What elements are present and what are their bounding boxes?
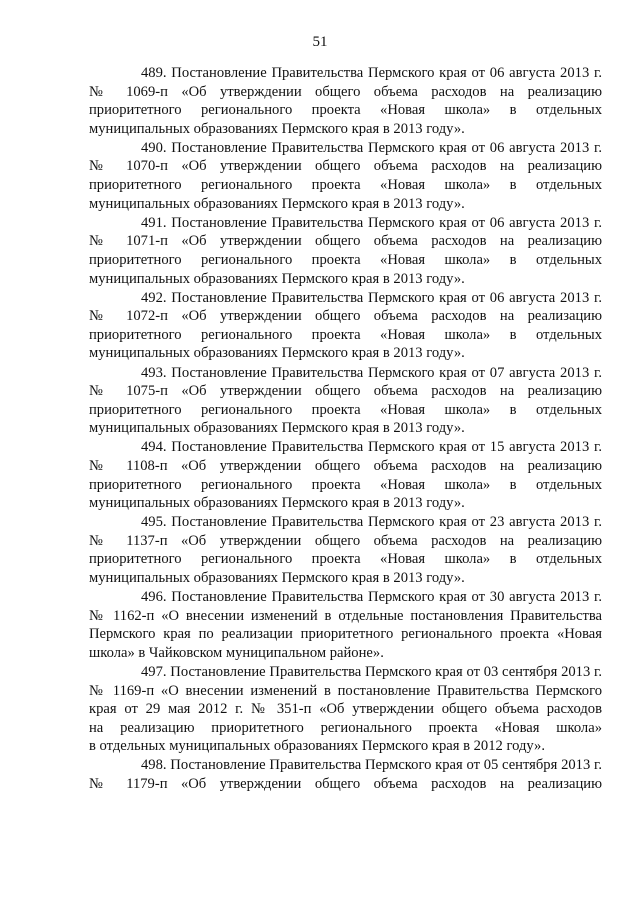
entry-line: 497. Постановление Правительства Пермского края от 03 сентября 2013 г.: [141, 664, 602, 680]
entry-line: 489. Постановление Правительства Пермского края от 06 августа 2013 г.: [141, 65, 602, 81]
entry-line: № 1179-п «Об утверждении общего объема расходов на реализацию: [89, 776, 602, 793]
entry-line: приоритетного регионального проекта «Новая школа» в отдельных: [89, 326, 602, 343]
list-item-497: [89, 663, 602, 756]
list-item-493: [89, 364, 602, 438]
entry-line: 491. Постановление Правительства Пермского края от 06 августа 2013 г.: [141, 214, 602, 231]
entry-line: муниципальных образованиях Пермского края в 2013 году».: [89, 495, 465, 512]
entry-line: Пермского края по реализации приоритетного регионального проекта «Новая: [89, 626, 602, 643]
entry-line: школа» в Чайковском муниципальном районе».: [89, 644, 384, 661]
entry-line: муниципальных образованиях Пермского края в 2013 году».: [89, 270, 465, 287]
entry-line: приоритетного регионального проекта «Новая школа» в отдельных: [89, 177, 602, 194]
entry-line: 494. Постановление Правительства Пермского края от 15 августа 2013 г.: [141, 439, 602, 456]
entry-line: муниципальных образованиях Пермского края в 2013 году».: [89, 420, 465, 437]
entry-line: № 1162-п «О внесении изменений в отдельные постановления Правительства: [89, 607, 602, 624]
entry-line: приоритетного регионального проекта «Новая школа» в отдельных: [89, 401, 602, 418]
entry-line: 498. Постановление Правительства Пермского края от 05 сентября 2013 г.: [141, 757, 602, 774]
entry-line: муниципальных образованиях Пермского края в 2013 году».: [89, 120, 465, 137]
entry-line: приоритетного регионального проекта «Новая школа» в отдельных: [89, 251, 602, 268]
list-item-498: [89, 756, 602, 793]
entry-line: 496. Постановление Правительства Пермского края от 30 августа 2013 г.: [141, 589, 602, 606]
list-item-495: [89, 513, 602, 587]
entry-line: 493. Постановление Правительства Пермского края от 07 августа 2013 г.: [141, 364, 602, 381]
entry-line: в отдельных муниципальных образованиях Пермского края в 2012 году».: [89, 738, 545, 755]
entry-line: № 1072-п «Об утверждении общего объема расходов на реализацию: [89, 308, 602, 325]
entry-line: муниципальных образованиях Пермского края в 2013 году».: [89, 570, 465, 587]
entry-line: № 1071-п «Об утверждении общего объема расходов на реализацию: [89, 233, 602, 250]
list-item-494: [89, 438, 602, 512]
entry-line: на реализацию приоритетного регионального проекта «Новая школа»: [89, 719, 602, 736]
entry-line: № 1169-п «О внесении изменений в постановление Правительства Пермского: [89, 682, 602, 699]
entry-line: приоритетного регионального проекта «Новая школа» в отдельных: [89, 476, 602, 493]
entry-line: 495. Постановление Правительства Пермского края от 23 августа 2013 г.: [141, 514, 602, 531]
entry-line: № 1137-п «Об утверждении общего объема расходов на реализацию: [89, 532, 602, 549]
entry-line: № 1075-п «Об утверждении общего объема расходов на реализацию: [89, 383, 602, 400]
list-item-490: [89, 139, 602, 213]
entry-line: муниципальных образованиях Пермского края в 2013 году».: [89, 195, 465, 212]
entry-line: № 1108-п «Об утверждении общего объема расходов на реализацию: [89, 457, 602, 474]
entry-line: 490. Постановление Правительства Пермского края от 06 августа 2013 г.: [141, 139, 602, 156]
document-body: [89, 64, 602, 794]
list-item-496: [89, 588, 602, 662]
list-item-489: [89, 64, 602, 138]
entry-line: приоритетного регионального проекта «Новая школа» в отдельных: [89, 551, 602, 568]
entry-line: муниципальных образованиях Пермского края в 2013 году».: [89, 345, 465, 362]
entry-line: 492. Постановление Правительства Пермского края от 06 августа 2013 г.: [141, 289, 602, 306]
entry-line: края от 29 мая 2012 г. № 351-п «Об утверждении общего объема расходов: [89, 701, 602, 718]
entry-line: приоритетного регионального проекта «Новая школа» в отдельных: [89, 102, 602, 119]
page-number: 51: [312, 34, 328, 50]
list-item-491: [89, 214, 602, 288]
entry-line: № 1070-п «Об утверждении общего объема расходов на реализацию: [89, 158, 602, 175]
entry-line: № 1069-п «Об утверждении общего объема расходов на реализацию: [89, 83, 602, 100]
list-item-492: [89, 289, 602, 363]
